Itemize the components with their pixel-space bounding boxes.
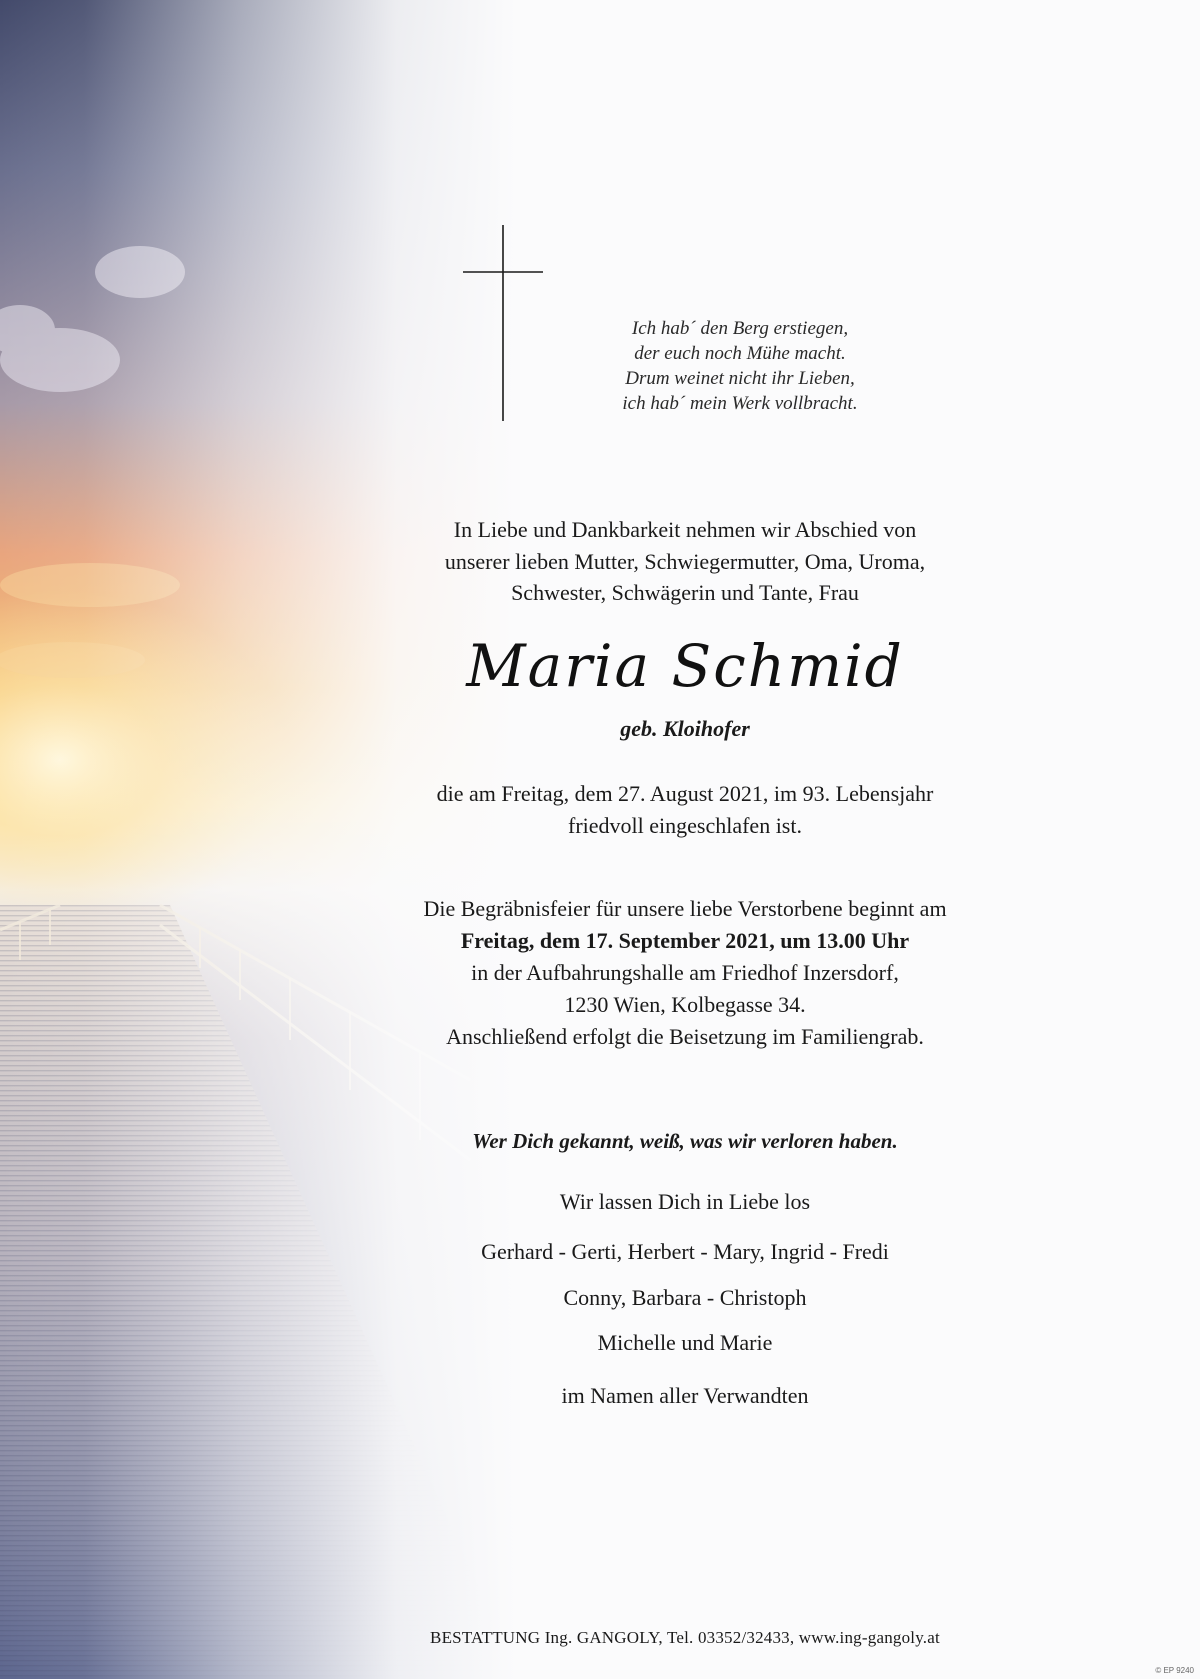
poem-line: ich hab´ mein Werk vollbracht.: [622, 393, 858, 414]
funeral-address: 1230 Wien, Kolbegasse 34.: [564, 992, 806, 1017]
poem: [500, 316, 980, 416]
burial-note: Anschließend erfolgt die Beisetzung im Familiengrab.: [446, 1024, 924, 1049]
family-names-line: Gerhard - Gerti, Herbert - Mary, Ingrid - Fredi: [481, 1239, 889, 1264]
intro-line: Schwester, Schwägerin und Tante, Frau: [511, 580, 859, 605]
funeral-datetime: Freitag, dem 17. September 2021, um 13.00 Uhr: [460, 928, 910, 953]
poem-line: Drum weinet nicht ihr Lieben,: [625, 368, 855, 389]
funeral-place: in der Aufbahrungshalle am Friedhof Inzersdorf,: [471, 960, 899, 985]
funeral-intro: Die Begräbnisfeier für unsere liebe Verstorbene beginnt am: [423, 896, 947, 921]
deceased-name: Maria Schmid: [466, 632, 904, 700]
death-notice: [300, 778, 1070, 841]
funeral-home-footer: BESTATTUNG Ing. GANGOLY, Tel. 03352/32433, www.ing-gangoly.at: [430, 1628, 940, 1647]
funeral-details: [300, 893, 1070, 1053]
death-line: die am Freitag, dem 27. August 2021, im 93. Lebensjahr: [436, 781, 934, 806]
family-closing: im Namen aller Verwandten: [561, 1383, 809, 1408]
family-names-line: Conny, Barbara - Christoph: [563, 1285, 807, 1310]
death-line: friedvoll eingeschlafen ist.: [568, 812, 802, 838]
family-names-line: Michelle und Marie: [597, 1330, 773, 1355]
family-intro: Wir lassen Dich in Liebe los: [559, 1189, 811, 1214]
maiden-name: geb. Kloihofer: [620, 716, 750, 741]
poem-line: der euch noch Mühe macht.: [634, 343, 846, 364]
memorial-motto: Wer Dich gekannt, weiß, was wir verloren haben.: [472, 1129, 898, 1153]
intro-line: unserer lieben Mutter, Schwiegermutter, Oma, Uroma,: [444, 548, 926, 574]
print-code: © EP 9240: [1155, 1666, 1194, 1675]
farewell-intro: [300, 514, 1070, 609]
intro-line: In Liebe und Dankbarkeit nehmen wir Abschied von: [453, 517, 917, 542]
poem-line: Ich hab´ den Berg erstiegen,: [631, 318, 849, 339]
